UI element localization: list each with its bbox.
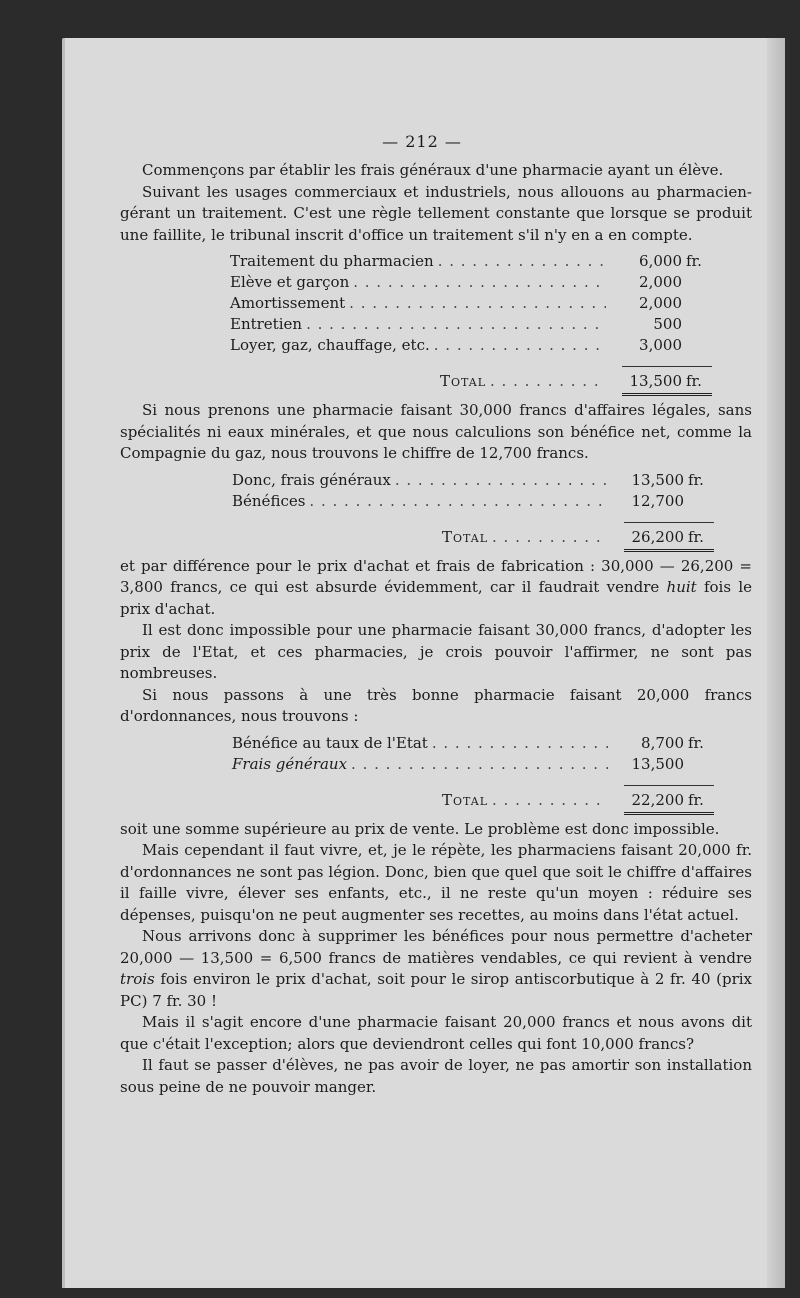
- double-rule: [624, 812, 714, 815]
- ledger-row: Donc, frais généraux . . . 13,500 fr.: [232, 470, 714, 491]
- ledger-row: Frais généraux . . . 13,500: [232, 754, 714, 775]
- paragraph-1: Suivant les usages commerciaux et industriels, nous allouons au pharmacien-gérant un traitement. C'est une règle tellement constante que lorsque se produit une faillite, le tribunal inscrit d'office un traitement s'il n'y en a en compte.: [120, 182, 752, 244]
- ledger-expenses: [230, 251, 712, 396]
- ledger-row: Bénéfices . . . 12,700: [232, 491, 714, 512]
- page-number: — 212 —: [382, 132, 462, 151]
- ledger-profit: [232, 470, 714, 552]
- ledger-row: Amortissement . . . 2,000: [230, 293, 712, 314]
- paragraph-2: Si nous prenons une pharmacie faisant 30,000 francs d'affaires légales, sans spécialités ni eaux minérales, et que nous calculions son bénéfice net, comme la Compagnie du gaz, nous trouvons le chiffre de 12,700 francs.: [120, 401, 752, 462]
- sum-rule: [624, 785, 714, 786]
- paragraph-10: Il faut se passer d'élèves, ne pas avoir de loyer, ne pas amortir son installation sous peine de ne pouvoir manger.: [120, 1056, 752, 1096]
- ledger-row: Elève et garçon . . . 2,000: [230, 272, 712, 293]
- page-body: [120, 160, 752, 1098]
- ledger-total: Total . . . 26,200 fr.: [232, 527, 714, 548]
- paragraph-7: Mais cependant il faut vivre, et, je le répète, les pharmaciens faisant 20,000 fr. d'ordonnances ne sont pas légion. Donc, bien que quel que soit le chiffre d'affaires il faille vivre, élever ses enfants, etc., il ne reste qu'un moyen : réduire ses dépenses, puisqu'on ne peut augmenter ses recettes, au moins dans l'état actuel.: [120, 841, 752, 924]
- ledger-total: Total . . . 22,200 fr.: [232, 790, 714, 811]
- paragraph-6: soit une somme supérieure au prix de vente. Le problème est donc impossible.: [120, 819, 720, 838]
- sum-rule: [622, 366, 712, 367]
- paragraph-3: et par différence pour le prix d'achat et frais de fabrication : 30,000 — 26,200 = 3,800 francs, ce qui est absurde évidemment, car il faudrait vendre huit fois le prix d'achat.: [120, 556, 752, 618]
- ledger-total: Total . . . 13,500 fr.: [230, 371, 712, 392]
- ledger-20000: [232, 733, 714, 815]
- ledger-row: Entretien . . . 500: [230, 314, 712, 335]
- double-rule: [622, 393, 712, 396]
- page-edge: [767, 38, 785, 1288]
- sum-rule: [624, 522, 714, 523]
- paragraph-9: Mais il s'agit encore d'une pharmacie faisant 20,000 francs et nous avons dit que c'était l'exception; alors que deviendront celles qui font 10,000 francs?: [120, 1013, 752, 1053]
- ledger-row: Bénéfice au taux de l'Etat . . . 8,700 fr.: [232, 733, 714, 754]
- paragraph-8: Nous arrivons donc à supprimer les bénéfices pour nous permettre d'acheter 20,000 — 13,500 = 6,500 francs de matières vendables, ce qui revient à vendre trois fois environ le prix d'achat, soit pour le sirop antiscorbutique à 2 fr. 40 (prix PC) 7 fr. 30 !: [120, 927, 752, 1010]
- paragraph-4: Il est donc impossible pour une pharmacie faisant 30,000 francs, d'adopter les prix de l'Etat, et ces pharmacies, je crois pouvoir l'affirmer, ne sont pas nombreuses.: [120, 621, 752, 682]
- ledger-row: Loyer, gaz, chauffage, etc. . . . 3,000: [230, 335, 712, 356]
- paragraph-5: Si nous passons à une très bonne pharmacie faisant 20,000 francs d'ordonnances, nous trouvons :: [120, 685, 752, 725]
- ledger-row: Traitement du pharmacien . . . 6,000 fr.: [230, 251, 712, 272]
- double-rule: [624, 549, 714, 552]
- paragraph-intro: Commençons par établir les frais généraux d'une pharmacie ayant un élève.: [142, 161, 724, 179]
